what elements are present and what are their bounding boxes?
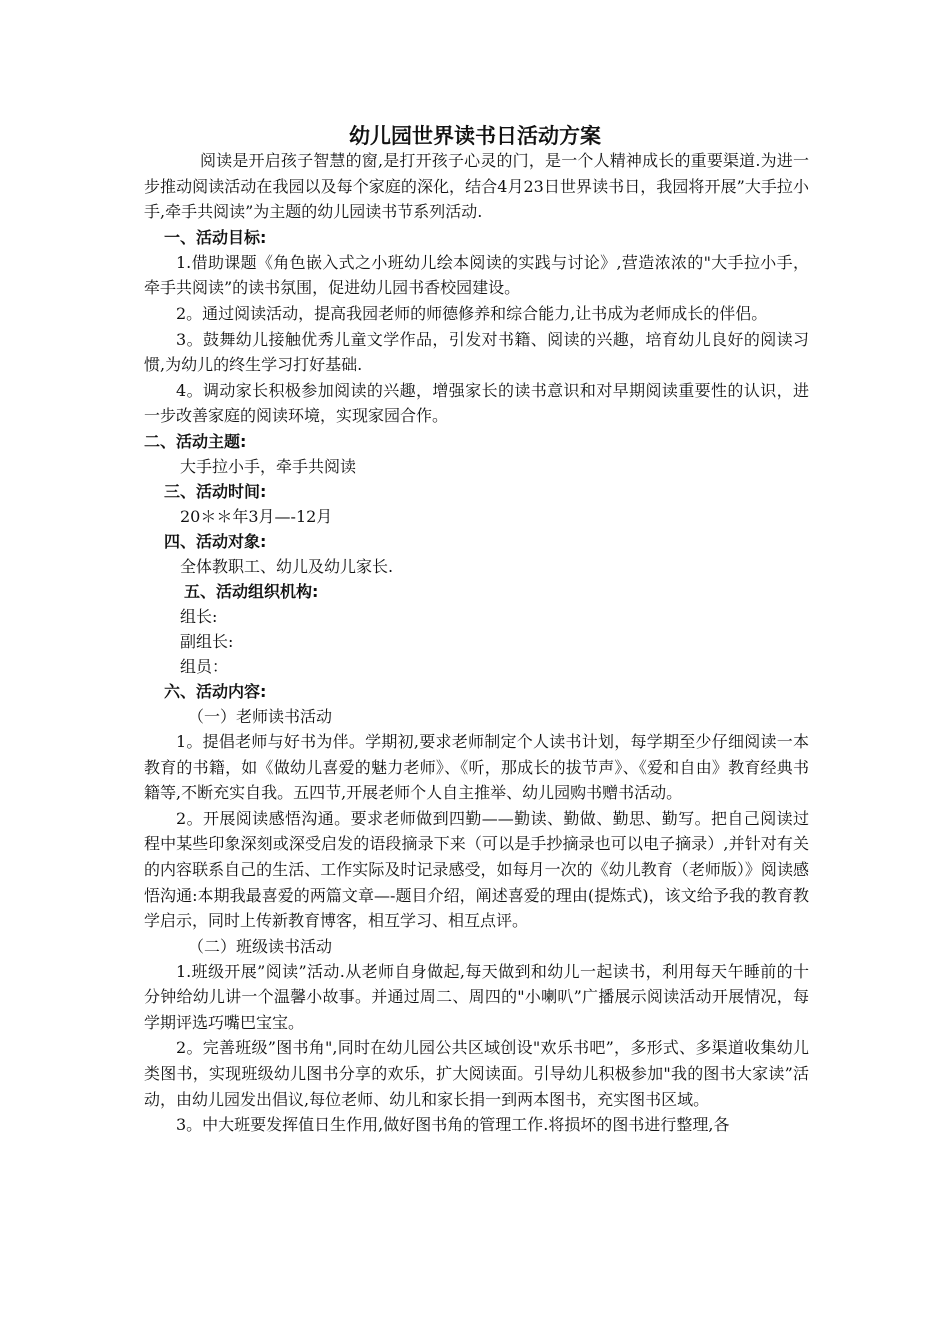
audience-value: 全体教职工、幼儿及幼儿家长. bbox=[180, 556, 394, 576]
content-item: 1.班级开展”阅读”活动.从老师自身做起,每天做到和幼儿一起读书，利用每天午睡前的十分钟给幼儿讲一个温馨小故事。并通过周二、周四的"小喇叭”广播展示阅读活动开展情况，每学期评选巧嘴巴宝宝。 bbox=[144, 961, 809, 1032]
theme-value: 大手拉小手，牵手共阅读 bbox=[180, 456, 357, 476]
content-item: 2。开展阅读感悟沟通。要求老师做到四勤——勤读、勤做、勤思、勤写。把自己阅读过程中某些印象深刻或深受启发的语段摘录下来（可以是手抄摘录也可以电子摘录）,并针对有关的内容联系自己的生活、工作实际及时记录感受，如每月一次的《幼儿教育（老师版）》阅读感悟沟通:本期我最喜爱的两篇文章—-题目介绍，阐述喜爱的理由(提炼式)，该文给予我的教育教学启示，同时上传新教育博客，相互学习、相互点评。 bbox=[144, 808, 809, 931]
time-value: 20＊＊年3月—-12月 bbox=[180, 506, 333, 526]
goal-item: 4。调动家长积极参加阅读的兴趣，增强家长的读书意识和对早期阅读重要性的认识，进一步改善家庭的阅读环境，实现家园合作。 bbox=[144, 380, 809, 426]
section-heading-organization: 五、活动组织机构: bbox=[184, 581, 319, 601]
goal-item: 1.借助课题《角色嵌入式之小班幼儿绘本阅读的实践与讨论》,营造浓浓的"大手拉小手，牵手共阅读”的读书氛围，促进幼儿园书香校园建设。 bbox=[144, 252, 809, 298]
goal-item: 3。鼓舞幼儿接触优秀儿童文学作品，引发对书籍、阅读的兴趣，培育幼儿良好的阅读习惯,为幼儿的终生学习打好基础. bbox=[144, 329, 809, 375]
intro-paragraph: 阅读是开启孩子智慧的窗,是打开孩子心灵的门，是一个人精神成长的重要渠道.为进一步推动阅读活动在我园以及每个家庭的深化，结合4月23日世界读书日，我园将开展”大手拉小手,牵手共阅读”为主题的幼儿园读书节系列活动. bbox=[144, 151, 809, 222]
document-body bbox=[144, 148, 809, 1138]
content-item: 3。中大班要发挥值日生作用,做好图书角的管理工作.将损坏的图书进行整理,各 bbox=[176, 1115, 730, 1135]
section-heading-time: 三、活动时间: bbox=[164, 481, 267, 501]
content-item: 2。完善班级”图书角",同时在幼儿园公共区域创设"欢乐书吧”，多形式、多渠道收集幼儿类图书，实现班级幼儿图书分享的欢乐，扩大阅读面。引导幼儿积极参加"我的图书大家读”活动，由幼儿园发出倡议,每位老师、幼儿和家长捐一到两本图书，充实图书区域。 bbox=[144, 1038, 809, 1109]
content-item: 1。提倡老师与好书为伴。学期初,要求老师制定个人读书计划，每学期至少仔细阅读一本教育的书籍，如《做幼儿喜爱的魅力老师》、《听，那成长的拔节声》、《爱和自由》教育经典书籍等,不断充实自我。五四节,开展老师个人自主推举、幼儿园购书赠书活动。 bbox=[144, 731, 809, 803]
org-vice-leader: 副组长: bbox=[180, 631, 234, 651]
section-heading-goals: 一、活动目标: bbox=[164, 227, 267, 247]
subsection-class-reading: （二）班级读书活动 bbox=[188, 936, 333, 956]
org-members: 组员： bbox=[180, 656, 229, 676]
subsection-teacher-reading: （一）老师读书活动 bbox=[188, 706, 333, 726]
goal-item: 2。通过阅读活动，提高我园老师的师德修养和综合能力,让书成为老师成长的伴侣。 bbox=[176, 303, 768, 323]
org-leader: 组长: bbox=[180, 606, 218, 626]
page-title: 幼儿园世界读书日活动方案 bbox=[349, 124, 601, 148]
section-heading-audience: 四、活动对象: bbox=[164, 531, 267, 551]
section-heading-content: 六、活动内容: bbox=[164, 681, 267, 701]
section-heading-theme: 二、活动主题: bbox=[144, 431, 247, 451]
